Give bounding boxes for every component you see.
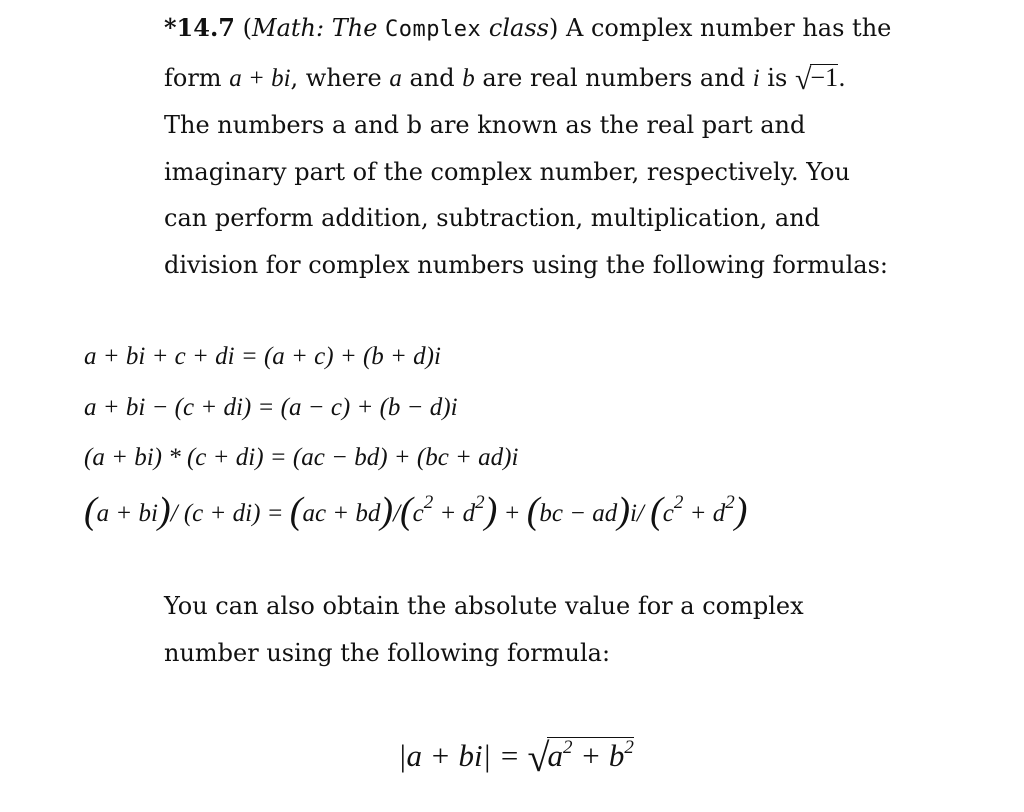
multiplication-formula: (a + bi) * (c + di) = (ac − bd) + (bc + ad)i (84, 444, 519, 471)
exercise-paragraph (164, 5, 904, 288)
absolute-line-1: You can also obtain the absolute value for a complex (164, 592, 804, 620)
division-formula: (a + bi)/ $(c + di) = (ac + bd)/(c^2 + d^2) + (bc - ad)i/$ $(c^2 + d^2)$ (84, 489, 748, 532)
radical-sign-icon: √ (527, 735, 550, 780)
exercise-topic: Math: The (252, 14, 378, 42)
exercise-line-2: form a + bi, where a and b are real numbers and i is √−1. (164, 54, 904, 103)
radical-sign-icon: √ (794, 62, 812, 96)
exercise-number: *14.7 (164, 13, 236, 42)
exercise-line-4: imaginary part of the complex number, respectively. You (164, 157, 850, 186)
absolute-line-2: number using the following formula: (164, 638, 611, 667)
exercise-line-1: *14.7 (Math: The Complex class) A complex number has the (164, 13, 892, 42)
exercise-line-6: division for complex numbers using the following formulas: (164, 250, 888, 279)
sqrt-minus-one: √−1 (794, 62, 839, 96)
formula-block (84, 332, 747, 539)
exercise-line-5: can perform addition, subtraction, multiplication, and (164, 204, 821, 232)
class-name-code: Complex (385, 17, 482, 42)
absolute-value-formula: $|a + bi| = √a^2 + b^2$ (398, 735, 634, 780)
subtraction-formula: a + bi − (c + di) = (a − c) + (b − d)i (84, 393, 458, 421)
addition-formula: a + bi + c + di = (a + c) + (b + d)i (84, 343, 441, 370)
radicand: $a^2 + b^2$ (547, 737, 634, 773)
absolute-value-paragraph (164, 583, 904, 676)
exercise-intro: A complex number has the (565, 14, 892, 42)
form-expression: a + bi (229, 64, 291, 92)
exercise-line-3: The numbers a and b are known as the real part and (164, 111, 806, 139)
